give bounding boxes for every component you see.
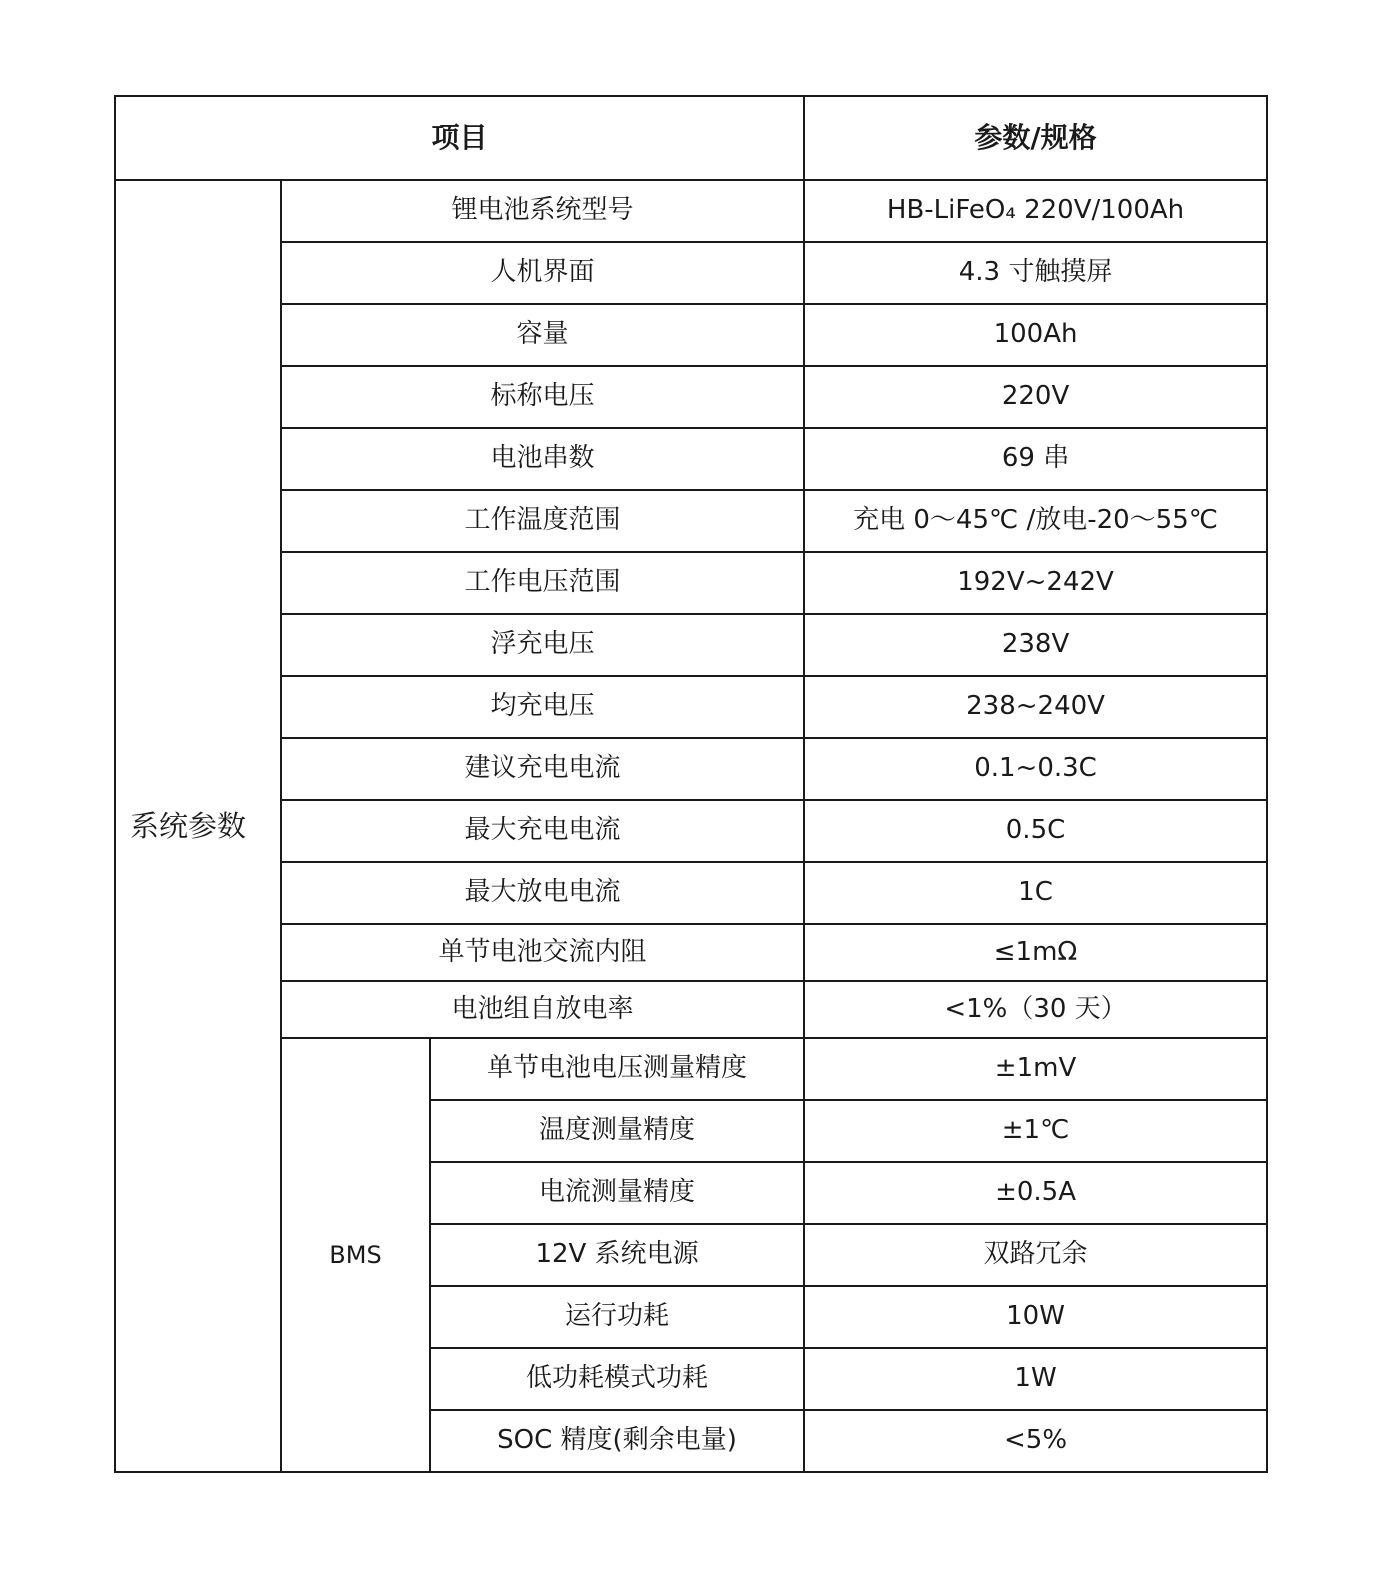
table-row [115,242,1267,304]
table-row [115,800,1267,862]
spec-cell: 双路冗余 [804,1224,1267,1286]
table-row [115,552,1267,614]
table-row [115,366,1267,428]
table-row [115,1038,1267,1100]
item-cell: 人机界面 [281,242,804,304]
table-row [115,180,1267,242]
spec-cell: ±1℃ [804,1100,1267,1162]
item-cell: 标称电压 [281,366,804,428]
item-cell: 最大放电电流 [281,862,804,924]
spec-cell: 238~240V [804,676,1267,738]
spec-cell: 238V [804,614,1267,676]
table-row [115,676,1267,738]
item-cell: 单节电池电压测量精度 [430,1038,804,1100]
spec-cell: 69 串 [804,428,1267,490]
spec-table [114,95,1268,1473]
spec-cell: 0.5C [804,800,1267,862]
table-row [115,924,1267,981]
spec-cell: 10W [804,1286,1267,1348]
item-cell: 锂电池系统型号 [281,180,804,242]
spec-cell: ±1mV [804,1038,1267,1100]
header-row [115,96,1267,180]
table-row [115,304,1267,366]
item-cell: 单节电池交流内阻 [281,924,804,981]
spec-cell: ±0.5A [804,1162,1267,1224]
item-cell: 工作电压范围 [281,552,804,614]
spec-cell: <1%（30 天） [804,981,1267,1038]
item-cell: 运行功耗 [430,1286,804,1348]
table-row [115,490,1267,552]
spec-cell: HB-LiFeO₄ 220V/100Ah [804,180,1267,242]
spec-cell: 0.1~0.3C [804,738,1267,800]
table-row [115,738,1267,800]
item-cell: 低功耗模式功耗 [430,1348,804,1410]
group-label-system-params: 系统参数 [115,180,281,1472]
item-cell: 电池串数 [281,428,804,490]
table-row [115,428,1267,490]
spec-cell: 192V~242V [804,552,1267,614]
item-cell: 建议充电电流 [281,738,804,800]
table-row [115,862,1267,924]
spec-body [115,180,1267,1472]
spec-cell: 1C [804,862,1267,924]
item-cell: 最大充电电流 [281,800,804,862]
spec-cell: 1W [804,1348,1267,1410]
item-cell: 工作温度范围 [281,490,804,552]
item-cell: 浮充电压 [281,614,804,676]
item-cell: 电池组自放电率 [281,981,804,1038]
table-row [115,614,1267,676]
spec-cell: <5% [804,1410,1267,1472]
table-row [115,981,1267,1038]
header-item: 项目 [115,96,804,180]
header-spec: 参数/规格 [804,96,1267,180]
item-cell: 电流测量精度 [430,1162,804,1224]
item-cell: 12V 系统电源 [430,1224,804,1286]
subgroup-label-bms: BMS [281,1038,430,1472]
item-cell: 均充电压 [281,676,804,738]
spec-cell: 100Ah [804,304,1267,366]
item-cell: 容量 [281,304,804,366]
spec-cell: 充电 0～45℃ /放电-20～55℃ [804,490,1267,552]
item-cell: SOC 精度(剩余电量) [430,1410,804,1472]
spec-cell: ≤1mΩ [804,924,1267,981]
item-cell: 温度测量精度 [430,1100,804,1162]
spec-cell: 4.3 寸触摸屏 [804,242,1267,304]
spec-cell: 220V [804,366,1267,428]
